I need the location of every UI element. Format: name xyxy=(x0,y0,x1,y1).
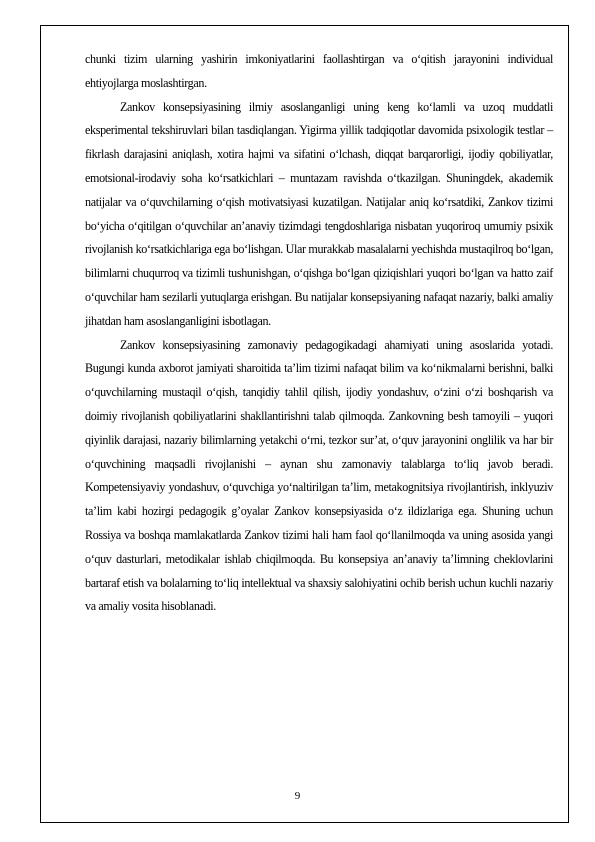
page-number: 9 xyxy=(294,790,301,802)
paragraph-scientific-basis: Zankov konsepsiyasining ilmiy asoslanganligi uning keng ko‘lamli va uzoq muddatli eksperimental tekshiruvlari bilan tasdiqlangan. Yigirma yillik tadqiqotlar davomida psixologik testlar – fikrlash darajasini aniqlash, xotira hajmi va sifatini o‘lchash, diqqat barqarorligi, ijodiy qobiliyatlar, emotsional-irodaviy soha ko‘rsatkichlari – muntazam ravishda o‘tkazilgan. Shuningdek, akademik natijalar va o‘quvchilarning o‘qish motivatsiyasi kuzatilgan. Natijalar aniq ko‘rsatdiki, Zankov tizimi bo‘yicha o‘qitilgan o‘quvchilar an’anaviy tizimdagi tengdoshlariga nisbatan yuqoriroq umumiy psixik rivojlanish ko‘rsatkichlariga ega bo‘lishgan. Ular murakkab masalalarni yechishda mustaqilroq bo‘lgan, bilimlarni chuqurroq va tizimli tushunishgan, o‘qishga bo‘lgan qiziqishlari yuqori bo‘lgan va hatto zaif o‘quvchilar ham sezilarli yutuqlarga erishgan. Bu natijalar konsepsiyaning nafaqat nazariy, balki amaliy jihatdan ham asoslanganligini isbotlagan. xyxy=(85,99,553,328)
paragraph-modern-significance: Zankov konsepsiyasining zamonaviy pedagogikadagi ahamiyati uning asoslarida yotadi. Bugungi kunda axborot jamiyati sharoitida ta’lim tizimi nafaqat bilim va ko‘nikmalarni berishni, balki o‘quvchilarning mustaqil o‘qish, tanqidiy tahlil qilish, ijodiy yondashuv, o‘zini o‘zi boshqarish va doimiy rivojlanish qobiliyatlarini shakllantirishni talab qilmoqda. Zankovning besh tamoyili – yuqori qiyinlik darajasi, nazariy bilimlarning yetakchi o‘rni, tezkor sur’at, o‘quv jarayonini onglilik va har bir o‘quvchining maqsadli rivojlanishi – aynan shu zamonaviy talablarga to‘liq javob beradi. Kompetensiyaviy yondashuv, o‘quvchiga yo‘naltirilgan ta’lim, metakognitsiya rivojlantirish, inklyuziv ta’lim kabi hozirgi pedagogik g’oyalar Zankov konsepsiyasida o‘z ildizlariga ega. Shuning uchun Rossiya va boshqa mamlakatlarda Zankov tizimi hali ham faol qo‘llanilmoqda va uning asosida yangi o‘quv dasturlari, metodikalar ishlab chiqilmoqda. Bu konsepsiya an’anaviy ta’limning cheklovlarini bartaraf etish va bolalarning to‘liq intellektual va shaxsiy salohiyatini ochib berish uchun kuchli nazariy va amaliy vosita hisoblanadi. xyxy=(85,337,553,614)
paragraph-continuation: chunki tizim ularning yashirin imkoniyatlarini faollashtirgan va o‘qitish jarayonini individual ehtiyojlarga moslashtirgan. xyxy=(85,52,553,90)
document-body xyxy=(85,48,553,619)
